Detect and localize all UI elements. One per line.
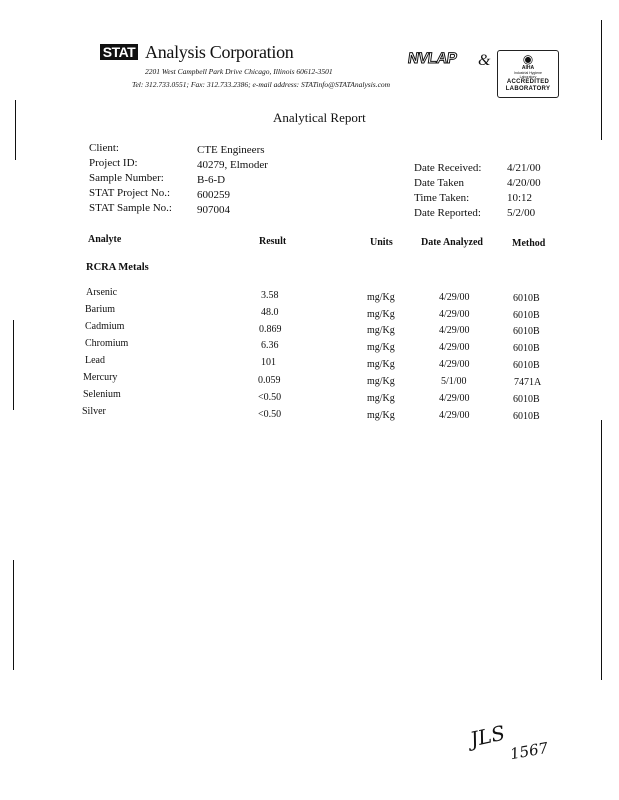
nvlap-logo: NVLAP <box>406 50 458 67</box>
date-received-value: 4/21/00 <box>507 162 541 174</box>
aiha-line2: Laboratory <box>519 75 537 79</box>
row-units: mg/Kg <box>367 359 395 370</box>
row-date: 4/29/00 <box>439 359 470 370</box>
scan-edge-mark <box>13 320 14 410</box>
company-name: Analysis Corporation <box>145 42 294 62</box>
scan-edge-mark <box>15 100 16 160</box>
sample-number-value: B-6-D <box>197 174 226 186</box>
header-result: Result <box>259 236 287 247</box>
row-analyte: Arsenic <box>86 287 118 298</box>
sample-number-label: Sample Number: <box>89 172 164 184</box>
row-date: 5/1/00 <box>441 376 467 387</box>
date-reported-value: 5/2/00 <box>507 207 536 219</box>
row-date: 4/29/00 <box>439 325 470 336</box>
row-units: mg/Kg <box>367 376 395 387</box>
row-analyte: Chromium <box>85 338 129 349</box>
company-contact: Tel: 312.733.0551; Fax: 312.733.2386; e-mail address: STATinfo@STATAnalysis.com <box>132 80 391 89</box>
row-result: <0.50 <box>258 392 282 403</box>
project-id-label: Project ID: <box>89 157 138 169</box>
row-units: mg/Kg <box>367 325 395 336</box>
row-analyte: Barium <box>85 304 115 315</box>
header-analyte: Analyte <box>88 234 122 245</box>
company-address: 2201 West Campbell Park Drive Chicago, Illinois 60612-3501 <box>145 67 333 76</box>
row-method: 6010B <box>513 326 540 337</box>
row-units: mg/Kg <box>367 410 395 421</box>
eye-icon: ◉ <box>522 52 534 66</box>
aiha-accredited: ACCREDITED <box>506 79 550 85</box>
row-date: 4/29/00 <box>439 342 470 353</box>
aiha-line1: Industrial Hygiene <box>513 71 542 75</box>
time-taken-value: 10:12 <box>507 192 533 204</box>
stat-project-label: STAT Project No.: <box>89 187 171 199</box>
project-id-value: 40279, Elmoder <box>197 159 268 171</box>
report-title: Analytical Report <box>273 110 366 125</box>
scan-edge-mark <box>601 420 602 680</box>
header-method: Method <box>512 238 546 249</box>
handwritten-initials: JLS <box>467 720 508 752</box>
section-rcra-metals: RCRA Metals <box>86 262 149 273</box>
row-analyte: Cadmium <box>85 321 125 332</box>
row-units: mg/Kg <box>367 393 395 404</box>
row-method: 6010B <box>513 394 540 405</box>
date-taken-value: 4/20/00 <box>507 177 541 189</box>
header-date-analyzed: Date Analyzed <box>421 237 483 248</box>
row-date: 4/29/00 <box>439 410 470 421</box>
row-units: mg/Kg <box>367 309 395 320</box>
row-result: 6.36 <box>261 340 279 351</box>
row-analyte: Mercury <box>83 372 118 383</box>
scan-edge-mark <box>13 560 14 670</box>
row-method: 6010B <box>513 360 540 371</box>
stat-sample-label: STAT Sample No.: <box>89 202 172 214</box>
date-received-label: Date Received: <box>414 162 482 174</box>
client-label: Client: <box>89 142 119 154</box>
aiha-org: AIHA <box>521 65 535 71</box>
row-units: mg/Kg <box>367 292 395 303</box>
row-result: 0.869 <box>259 324 282 335</box>
row-units: mg/Kg <box>367 342 395 353</box>
stat-logo: STAT <box>100 44 138 60</box>
stat-project-value: 600259 <box>197 189 230 201</box>
row-date: 4/29/00 <box>439 309 470 320</box>
ampersand: & <box>478 52 491 69</box>
date-reported-label: Date Reported: <box>414 207 481 219</box>
row-date: 4/29/00 <box>439 393 470 404</box>
row-method: 6010B <box>513 343 540 354</box>
row-method: 6010B <box>513 310 540 321</box>
date-taken-label: Date Taken <box>414 177 465 189</box>
row-analyte: Lead <box>85 355 105 366</box>
handwritten-number: 1567 <box>508 738 550 764</box>
row-result: 48.0 <box>261 307 279 318</box>
row-date: 4/29/00 <box>439 292 470 303</box>
row-result: 0.059 <box>258 375 281 386</box>
aiha-accreditation-badge <box>497 50 559 98</box>
row-method: 6010B <box>513 293 540 304</box>
row-method: 7471A <box>514 377 542 388</box>
row-result: 3.58 <box>261 290 279 301</box>
stat-sample-value: 907004 <box>197 204 230 216</box>
header-units: Units <box>370 237 393 248</box>
row-analyte: Selenium <box>83 389 121 400</box>
row-analyte: Silver <box>82 406 106 417</box>
scan-edge-mark <box>601 20 602 140</box>
aiha-laboratory: LABORATORY <box>505 86 551 92</box>
time-taken-label: Time Taken: <box>414 192 470 204</box>
row-result: 101 <box>261 357 276 368</box>
client-value: CTE Engineers <box>197 144 265 156</box>
row-result: <0.50 <box>258 409 282 420</box>
row-method: 6010B <box>513 411 540 422</box>
